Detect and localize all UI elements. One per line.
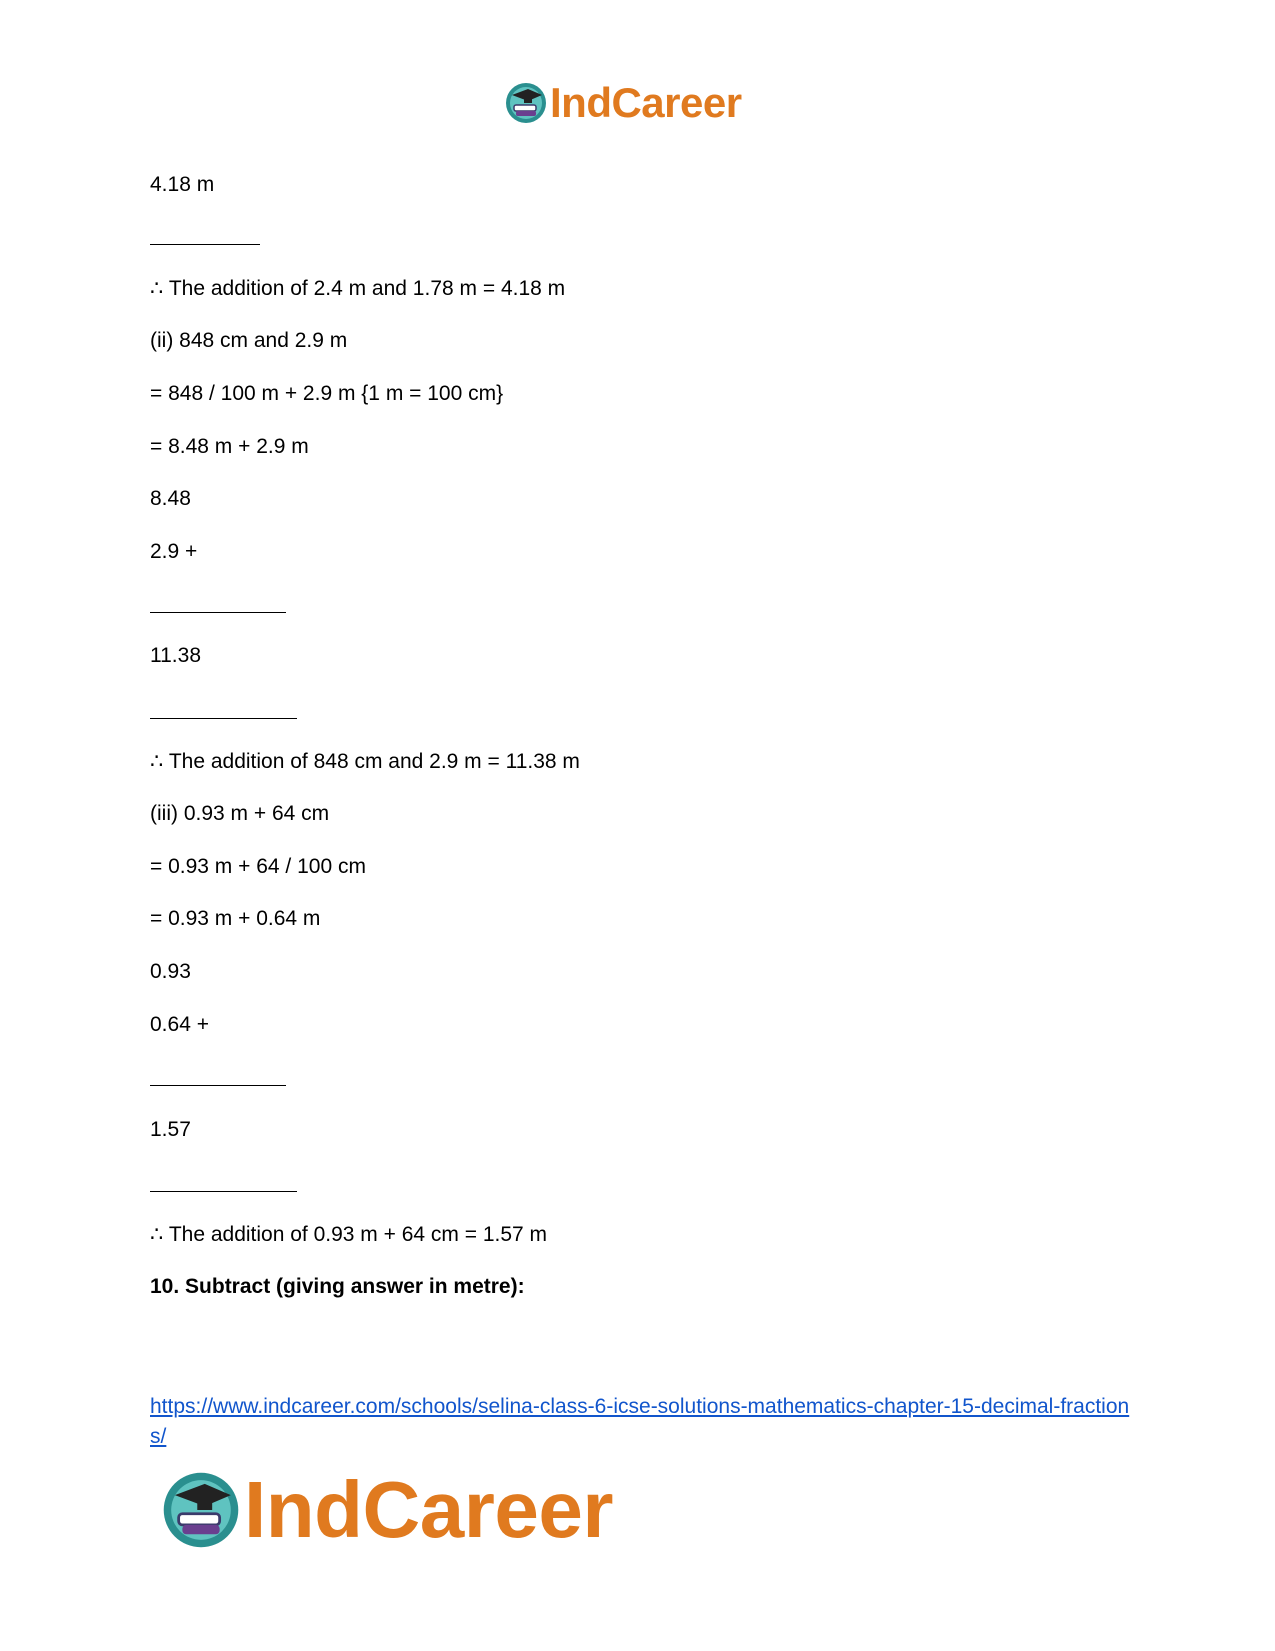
divider <box>150 244 260 245</box>
step-line: = 0.93 m + 0.64 m <box>150 907 321 930</box>
divider <box>150 1191 297 1192</box>
addend-line: 2.9 + <box>150 540 198 563</box>
result-line: 1.57 <box>150 1118 191 1141</box>
header-logo-text: IndCareer <box>550 79 742 126</box>
result-line: 4.18 m <box>150 173 215 196</box>
subpart-heading: (ii) 848 cm and 2.9 m <box>150 329 348 352</box>
graduation-cap-books-icon <box>504 81 548 125</box>
addend-line: 0.93 <box>150 960 191 983</box>
question-heading: 10. Subtract (giving answer in metre): <box>150 1275 525 1298</box>
step-line: = 0.93 m + 64 / 100 cm <box>150 855 366 878</box>
result-line: 11.38 <box>150 644 201 667</box>
conclusion-line: ∴ The addition of 848 cm and 2.9 m = 11.38 m <box>150 750 580 773</box>
divider <box>150 718 297 719</box>
addend-line: 8.48 <box>150 487 191 510</box>
header-logo <box>504 78 742 128</box>
conclusion-line: ∴ The addition of 0.93 m + 64 cm = 1.57 m <box>150 1223 548 1246</box>
step-line: = 8.48 m + 2.9 m <box>150 435 309 458</box>
addend-line: 0.64 + <box>150 1013 209 1036</box>
graduation-cap-books-icon <box>160 1469 242 1551</box>
divider <box>150 612 286 613</box>
subpart-heading: (iii) 0.93 m + 64 cm <box>150 802 330 825</box>
footer-logo-text: IndCareer <box>244 1465 613 1554</box>
divider <box>150 1085 286 1086</box>
step-line: = 848 / 100 m + 2.9 m {1 m = 100 cm} <box>150 382 504 405</box>
footer-logo[interactable] <box>160 1465 613 1555</box>
conclusion-line: ∴ The addition of 2.4 m and 1.78 m = 4.18 m <box>150 277 566 300</box>
source-link[interactable]: https://www.indcareer.com/schools/selina-class-6-icse-solutions-mathematics-chapter-15-decimal-fractions/ <box>150 1395 1130 1448</box>
